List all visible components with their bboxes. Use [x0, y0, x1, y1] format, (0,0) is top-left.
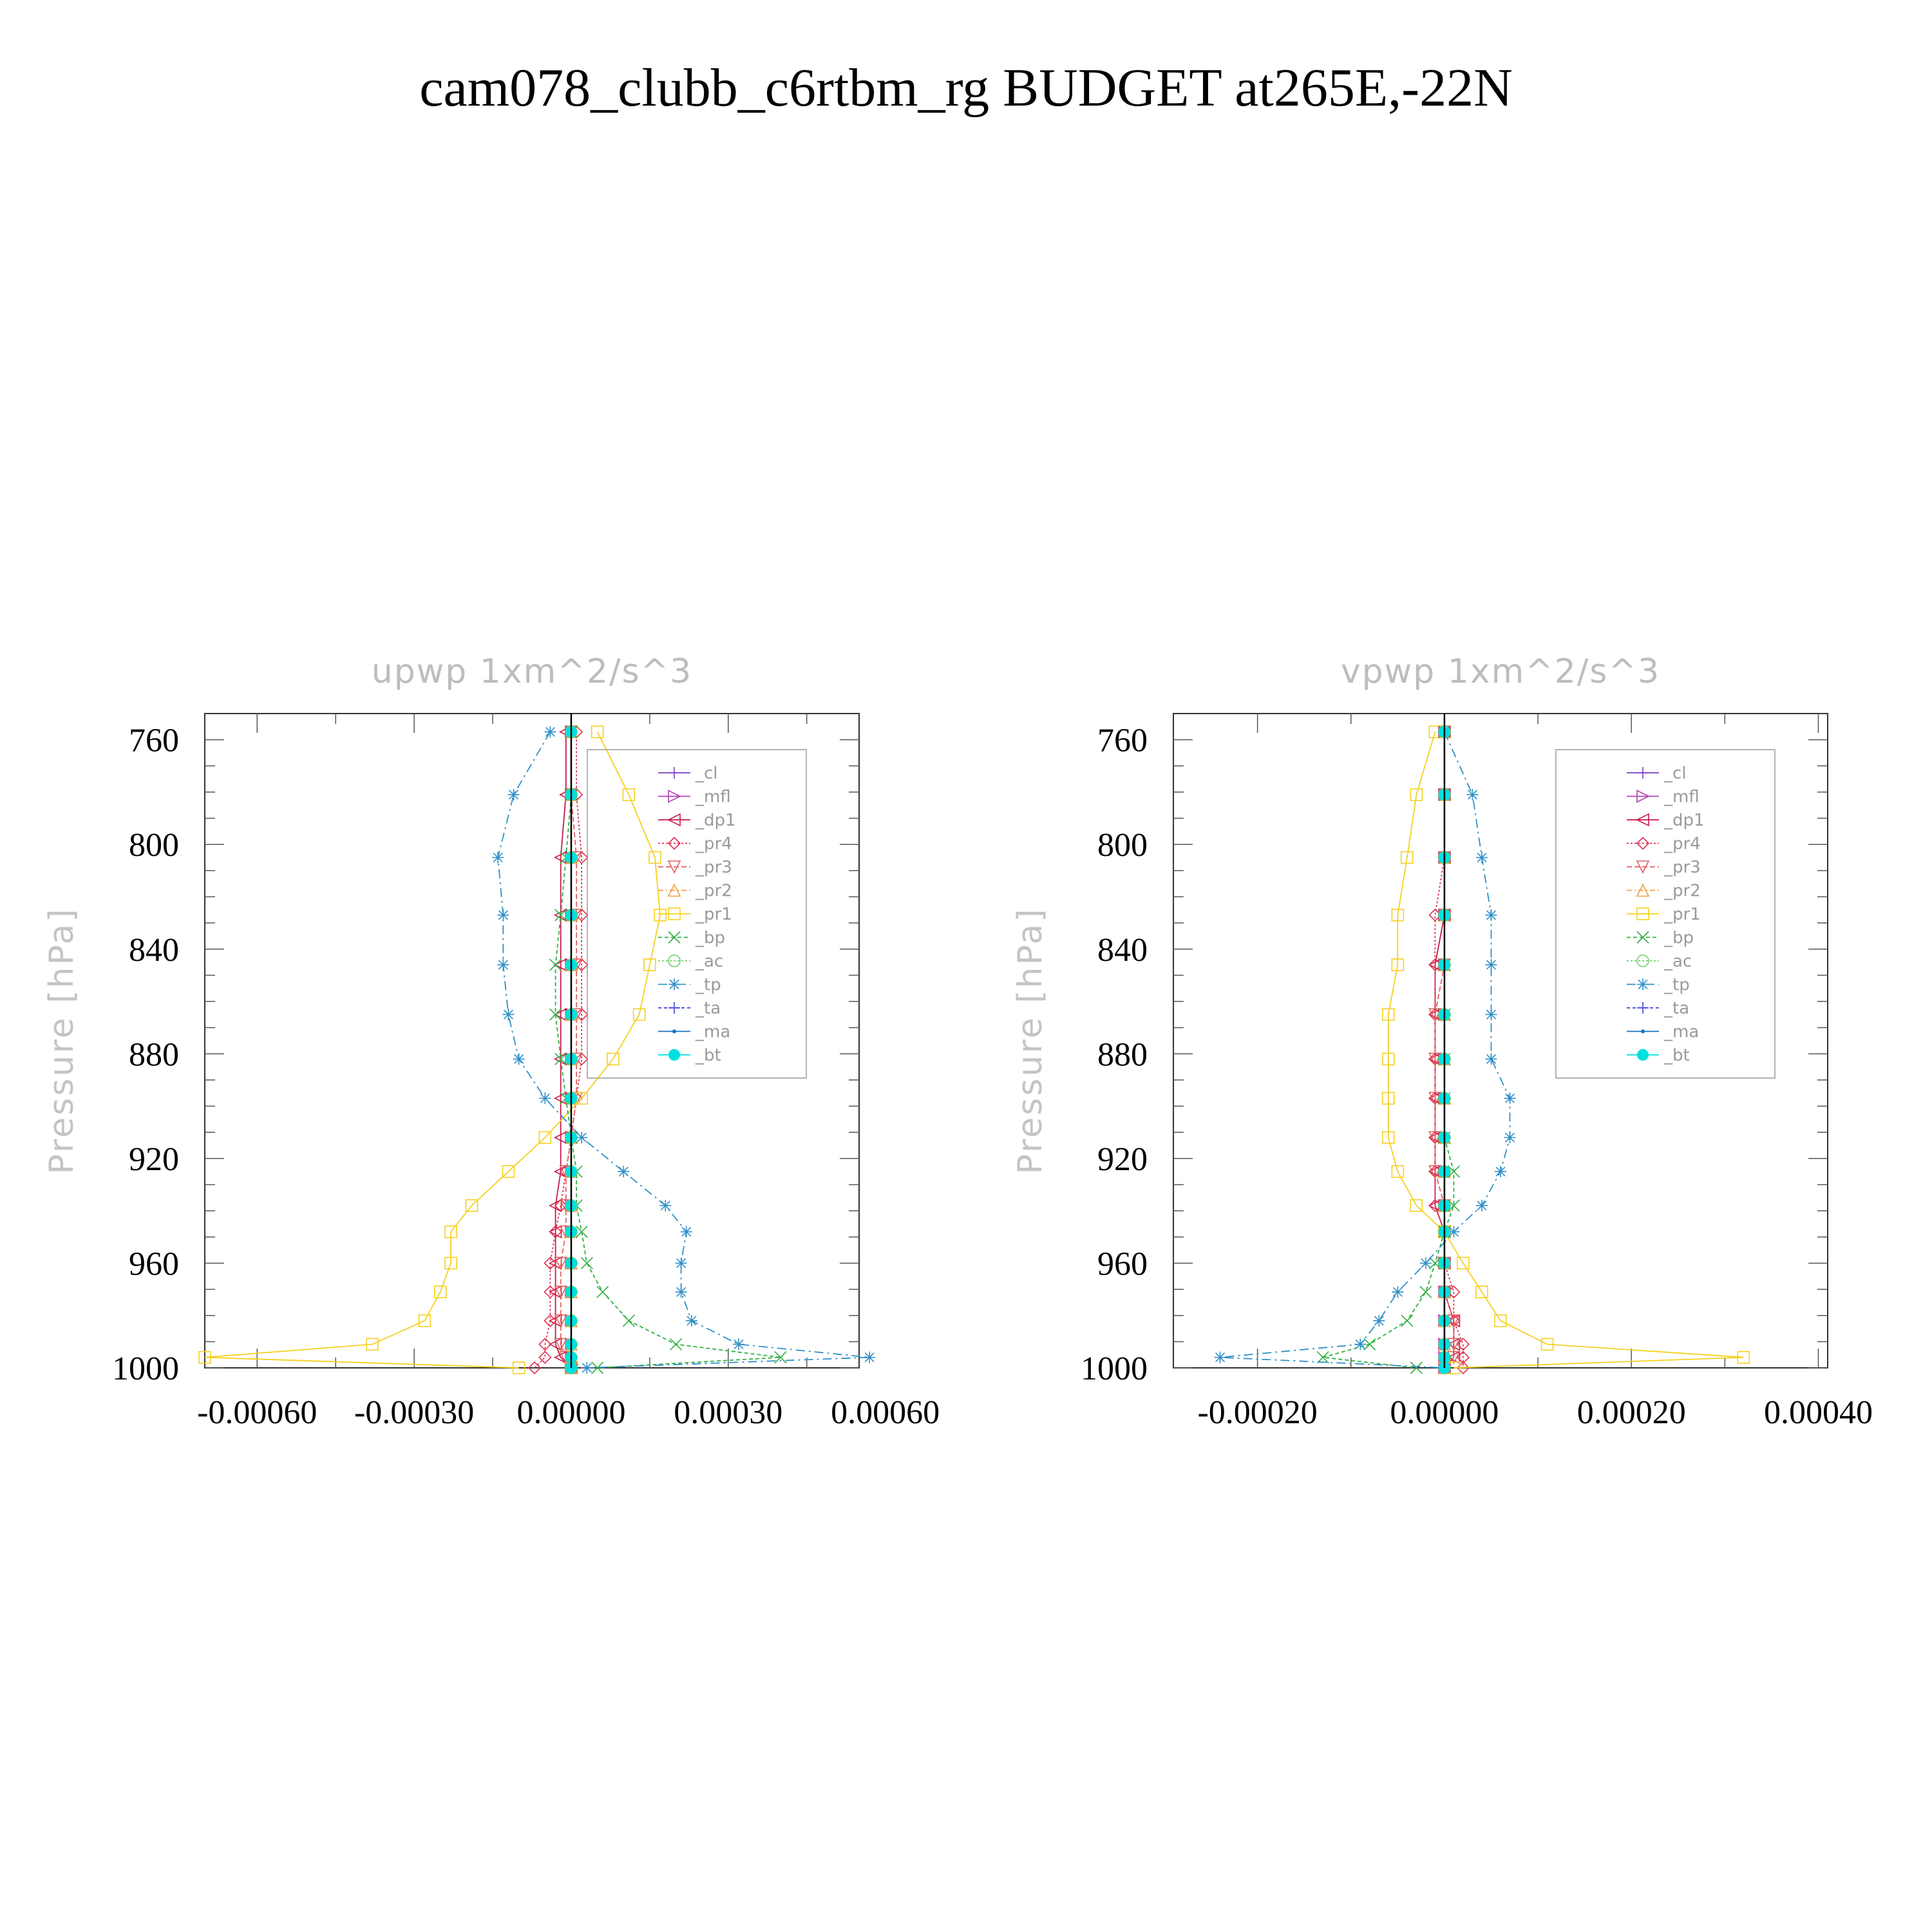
panel-title: vpwp 1xm^2/s^3	[1340, 652, 1661, 691]
data-point-tp	[1485, 959, 1497, 971]
y-axis-label: Pressure [hPa]	[1011, 907, 1050, 1175]
data-point-bp	[623, 1315, 634, 1327]
x-tick-label: 0.00000	[516, 1394, 626, 1431]
data-point-tp	[1485, 1009, 1497, 1020]
data-point-tp	[1485, 909, 1497, 921]
legend-label: _pr1	[1664, 905, 1701, 924]
data-point-tp	[581, 1362, 592, 1374]
panel-vpwp	[1011, 652, 1873, 1431]
y-tick-label: 760	[129, 722, 179, 759]
legend	[1556, 750, 1775, 1078]
legend-label: _ac	[696, 952, 724, 971]
data-point-tp	[539, 1092, 551, 1104]
y-tick-label: 880	[129, 1036, 179, 1074]
data-point-tp	[733, 1338, 744, 1350]
data-point-tp	[676, 1257, 687, 1269]
data-point-tp	[1495, 1166, 1506, 1177]
data-point-tp	[502, 1009, 514, 1020]
data-point-tp	[1215, 1352, 1226, 1363]
data-point-tp	[1466, 789, 1478, 800]
legend-label: _tp	[1664, 975, 1690, 995]
x-tick-label: 0.00030	[674, 1394, 783, 1431]
series-bp	[550, 726, 787, 1374]
legend-label: _pr4	[1664, 834, 1701, 854]
data-point-tp	[513, 1053, 525, 1065]
y-tick-label: 840	[1097, 931, 1148, 969]
plot-frame	[1173, 714, 1828, 1368]
data-point-tp	[497, 959, 509, 971]
legend-marker-ma	[672, 1030, 676, 1034]
legend-label: _bt	[1664, 1046, 1690, 1065]
x-tick-label: 0.00000	[1390, 1394, 1499, 1431]
legend-marker-bt	[1637, 1049, 1649, 1061]
legend-label: _cl	[1664, 764, 1687, 783]
panel-upwp	[43, 652, 940, 1431]
data-point-tp	[1354, 1338, 1366, 1350]
legend-label: _mfl	[1664, 787, 1700, 807]
y-tick-label: 960	[129, 1245, 179, 1283]
legend-label: _pr3	[1664, 858, 1701, 877]
legend-label: _pr4	[696, 834, 732, 854]
series-line-pr4	[1435, 732, 1463, 1368]
data-point-tp	[492, 852, 504, 864]
legend-label: _pr2	[696, 881, 732, 901]
data-point-tp	[1504, 1092, 1516, 1104]
plot-frame	[205, 714, 859, 1368]
y-tick-label: 840	[129, 931, 179, 969]
data-point-bp	[581, 1257, 592, 1269]
data-point-tp	[686, 1315, 697, 1327]
series-line-bp	[556, 732, 781, 1368]
series-line-pr1	[205, 732, 660, 1368]
data-point-tp	[1504, 1132, 1516, 1143]
legend-marker-ta	[1637, 1002, 1649, 1014]
legend-label: _cl	[696, 764, 718, 783]
legend-marker-tp	[668, 979, 680, 990]
legend-label: _ac	[1664, 952, 1692, 971]
series-pr1	[199, 726, 666, 1374]
data-point-tp	[1420, 1257, 1432, 1269]
legend-label: _pr3	[696, 858, 732, 877]
y-tick-label: 1000	[112, 1350, 179, 1387]
legend	[587, 750, 806, 1078]
data-point-bp	[1401, 1315, 1413, 1327]
x-tick-label: 0.00060	[831, 1394, 940, 1431]
data-point-tp	[681, 1226, 692, 1238]
legend-label: _bt	[696, 1046, 721, 1065]
y-tick-label: 800	[1097, 827, 1148, 864]
legend-label: _tp	[696, 975, 721, 995]
data-point-tp	[1373, 1315, 1385, 1327]
series-line-tp	[498, 732, 869, 1368]
data-point-tp	[497, 909, 509, 921]
legend-marker-ta	[668, 1002, 680, 1014]
data-point-tp	[618, 1166, 629, 1177]
y-tick-label: 960	[1097, 1245, 1148, 1283]
legend-label: _dp1	[1664, 811, 1705, 830]
series-line-pr4	[535, 732, 582, 1368]
legend-label: _mfl	[696, 787, 731, 807]
y-tick-label: 760	[1097, 722, 1148, 759]
legend-label: _ma	[696, 1022, 731, 1042]
series-tp	[1215, 726, 1516, 1374]
data-point-tp	[676, 1286, 687, 1298]
legend-label: _pr2	[1664, 881, 1701, 901]
data-point-tp	[576, 1132, 587, 1143]
legend-marker-cl	[668, 767, 680, 779]
y-tick-label: 880	[1097, 1036, 1148, 1074]
data-point-tp	[1476, 1200, 1488, 1211]
y-tick-label: 1000	[1081, 1350, 1148, 1387]
data-point-tp	[508, 789, 520, 800]
data-point-tp	[659, 1200, 671, 1211]
data-point-bp	[597, 1286, 609, 1298]
panel-title: upwp 1xm^2/s^3	[371, 652, 693, 691]
data-point-bp	[550, 959, 562, 971]
series-dp1	[550, 726, 577, 1374]
figure-title: cam078_clubb_c6rtbm_rg BUDGET at265E,-22N	[419, 58, 1513, 118]
legend-label: _pr1	[696, 905, 732, 924]
series-pr4	[529, 726, 587, 1374]
data-point-bp	[1420, 1286, 1432, 1298]
data-point-tp	[1392, 1286, 1403, 1298]
legend-label: _ta	[696, 999, 721, 1018]
data-point-tp	[544, 726, 556, 737]
x-tick-label: -0.00030	[354, 1394, 475, 1431]
x-tick-label: -0.00060	[197, 1394, 317, 1431]
series-line-tp	[1220, 732, 1510, 1368]
series-tp	[492, 726, 875, 1374]
x-tick-label: -0.00020	[1197, 1394, 1318, 1431]
legend-label: _ma	[1664, 1022, 1700, 1042]
legend-label: _ta	[1664, 999, 1690, 1018]
y-axis-label: Pressure [hPa]	[43, 907, 81, 1175]
legend-label: _bp	[696, 928, 726, 948]
data-point-tp	[864, 1352, 875, 1363]
x-tick-label: 0.00020	[1577, 1394, 1686, 1431]
legend-marker-ma	[1641, 1030, 1645, 1034]
data-point-bp	[670, 1338, 682, 1350]
legend-marker-bt	[668, 1049, 680, 1061]
data-point-tp	[1485, 1053, 1497, 1065]
legend-label: _dp1	[696, 811, 736, 830]
legend-label: _bp	[1664, 928, 1694, 948]
x-tick-label: 0.00040	[1763, 1394, 1873, 1431]
series-line-dp1	[556, 732, 571, 1368]
legend-marker-tp	[1637, 979, 1649, 990]
y-tick-label: 920	[129, 1141, 179, 1178]
data-point-tp	[1476, 852, 1488, 864]
y-tick-label: 920	[1097, 1141, 1148, 1178]
y-tick-label: 800	[129, 827, 179, 864]
legend-marker-cl	[1637, 767, 1649, 779]
